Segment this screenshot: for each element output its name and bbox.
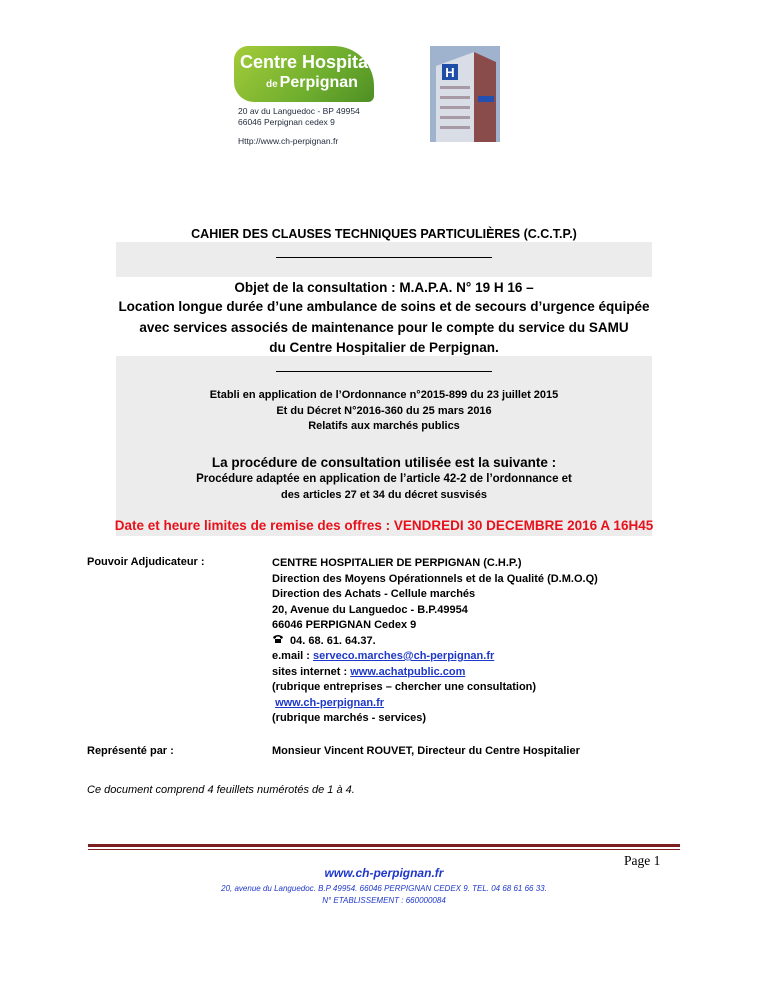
footer-address: 20, avenue du Languedoc. B.P 49954. 66046 PERPIGNAN CEDEX 9. TEL. 04 68 61 66 33. <box>221 884 547 893</box>
logo-address-line2: 66046 Perpignan cedex 9 <box>238 117 335 127</box>
pouvoir-direction2: Direction des Achats - Cellule marchés <box>272 588 476 600</box>
represente-value: Monsieur Vincent ROUVET, Directeur du Centre Hospitalier <box>272 745 580 757</box>
object-line2: Location longue durée d’une ambulance de soins et de secours d’urgence équipée <box>118 299 650 314</box>
pouvoir-site2-row <box>272 696 598 712</box>
pouvoir-email-row <box>272 649 598 665</box>
document-note: Ce document comprend 4 feuillets numérotés de 1 à 4. <box>87 784 355 796</box>
hospital-building-icon <box>430 46 500 142</box>
footer-rule-thin <box>88 849 680 850</box>
svg-text:H: H <box>445 65 455 80</box>
footer-rule <box>88 844 680 847</box>
represente-label: Représenté par : <box>87 745 174 757</box>
logo-title-line2: de Perpignan <box>266 74 358 91</box>
object-line3: avec services associés de maintenance pour le compte du service du SAMU <box>139 320 629 335</box>
footer-establishment: N° ETABLISSEMENT : 660000084 <box>322 896 446 905</box>
pouvoir-name: CENTRE HOSPITALIER DE PERPIGNAN (C.H.P.) <box>272 557 522 569</box>
logo-website: Http://www.ch-perpignan.fr <box>238 136 339 146</box>
logo-address-line1: 20 av du Languedoc - BP 49954 <box>238 106 360 116</box>
email-link[interactable]: serveco.marches@ch-perpignan.fr <box>312 650 495 662</box>
legal-line2: Et du Décret N°2016-360 du 25 mars 2016 <box>276 405 492 417</box>
object-line1: Objet de la consultation : M.A.P.A. N° 19 H 16 – <box>234 280 534 295</box>
site1-note: (rubrique entreprises – chercher une consultation) <box>272 681 537 693</box>
logo-badge <box>234 46 396 102</box>
pouvoir-direction1: Direction des Moyens Opérationnels et de la Qualité (D.M.O.Q) <box>272 572 598 585</box>
page-number: Page 1 <box>624 853 661 868</box>
pouvoir-city: 66046 PERPIGNAN Cedex 9 <box>272 619 417 631</box>
title-underline <box>276 257 492 258</box>
object-underline <box>276 371 492 372</box>
document-title: CAHIER DES CLAUSES TECHNIQUES PARTICULIÈRES (C.C.T.P.) <box>191 227 577 241</box>
pouvoir-label: Pouvoir Adjudicateur : <box>87 556 205 568</box>
logo-title-line1: Centre Hospitalier <box>240 52 396 72</box>
pouvoir-phone: 04. 68. 61. 64.37. <box>290 634 376 647</box>
pouvoir-sites-row <box>272 665 598 681</box>
email-label: e.mail : <box>272 650 310 662</box>
shaded-band-1 <box>116 242 652 277</box>
procedure-line3: des articles 27 et 34 du décret susvisés <box>280 489 488 501</box>
procedure-line2: Procédure adaptée en application de l’article 42-2 de l’ordonnance et <box>196 473 572 485</box>
pouvoir-details <box>272 556 598 727</box>
pouvoir-address: 20, Avenue du Languedoc - B.P.49954 <box>272 603 468 616</box>
sites-label: sites internet : <box>272 665 348 678</box>
deadline: Date et heure limites de remise des offres : VENDREDI 30 DECEMBRE 2016 A 16H45 <box>114 518 654 533</box>
object-line4: du Centre Hospitalier de Perpignan. <box>269 340 499 355</box>
shaded-band-2 <box>116 356 652 536</box>
site2-note: (rubrique marchés - services) <box>272 712 427 724</box>
footer-website[interactable]: www.ch-perpignan.fr <box>324 866 444 880</box>
pouvoir-phone-row <box>272 634 598 650</box>
legal-line1: Etabli en application de l’Ordonnance n°2015-899 du 23 juillet 2015 <box>209 389 559 401</box>
hospital-logo <box>234 46 455 146</box>
procedure-line1: La procédure de consultation utilisée est la suivante : <box>211 455 557 470</box>
site1-link[interactable]: www.achatpublic.com <box>350 665 466 678</box>
legal-line3: Relatifs aux marchés publics <box>308 420 460 432</box>
site2-link[interactable]: www.ch-perpignan.fr <box>275 696 385 709</box>
telephone-icon <box>272 634 284 644</box>
